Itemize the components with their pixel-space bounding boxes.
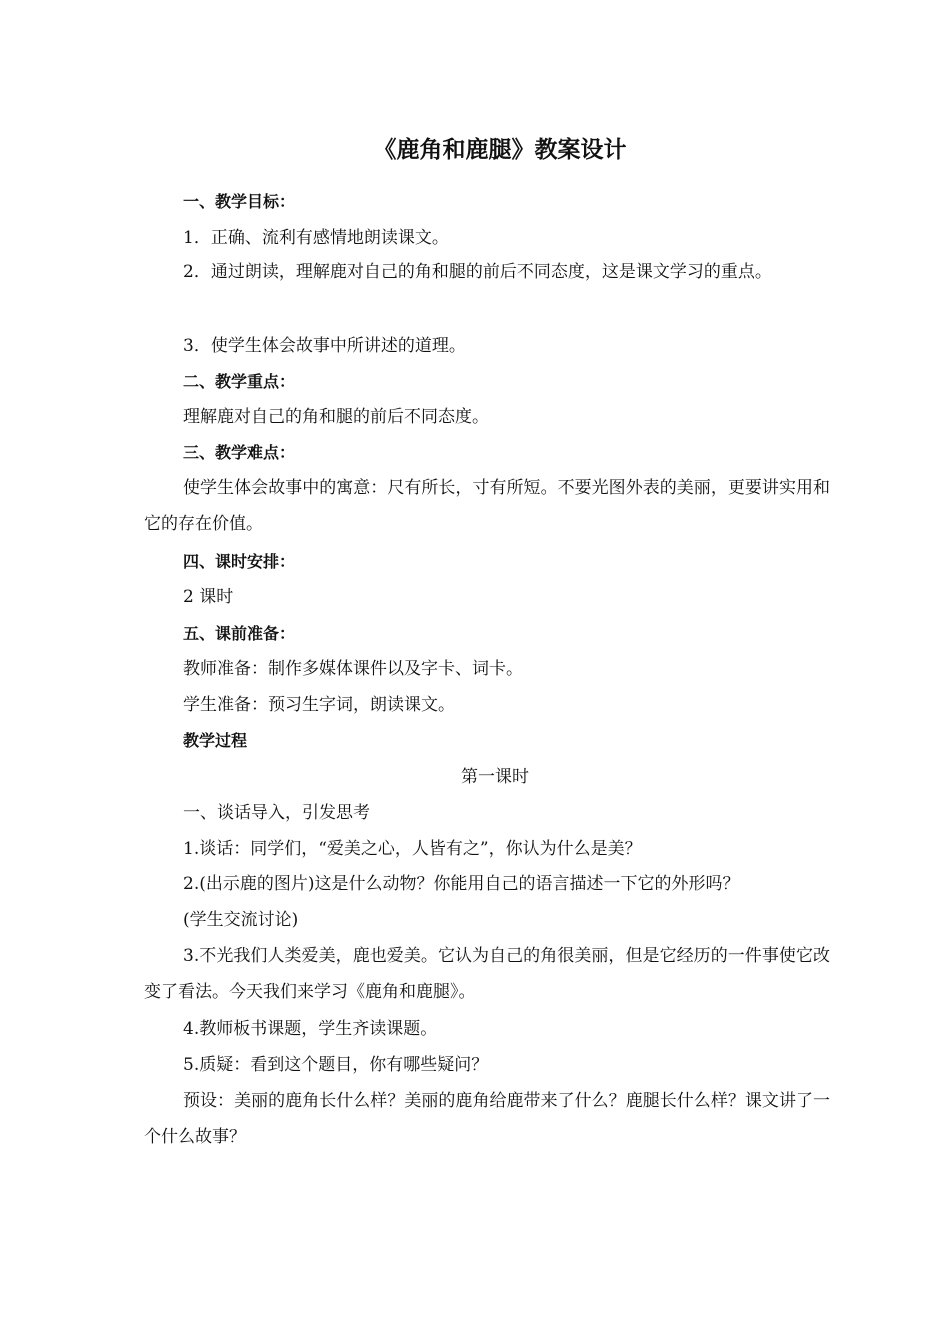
objective-item-1: 1．正确、流利有感情地朗读课文。	[183, 228, 449, 248]
section-heading-objectives: 一、教学目标：	[183, 192, 296, 211]
process-item-5: 5.质疑：看到这个题目，你有哪些疑问？	[183, 1055, 489, 1075]
process-item-2: 2.(出示鹿的图片)这是什么动物？你能用自己的语言描述一下它的外形吗？	[183, 874, 740, 894]
section-heading-process: 教学过程	[183, 731, 248, 750]
process-item-6: 预设：美丽的鹿角长什么样？美丽的鹿角给鹿带来了什么？鹿腿长什么样？课文讲了一个什么故事？	[144, 1091, 830, 1147]
process-item-1: 1.谈话：同学们，“爱美之心，人皆有之”，你认为什么是美？	[183, 839, 642, 859]
document-title: 《鹿角和鹿腿》教案设计	[373, 137, 627, 163]
section-heading-schedule: 四、课时安排：	[183, 552, 296, 571]
process-item-3: 3.不光我们人类爱美，鹿也爱美。它认为自己的角很美丽，但是它经历的一件事使它改变了看法。今天我们来学习《鹿角和鹿腿》。	[144, 946, 830, 1002]
objective-item-2: 2．通过朗读，理解鹿对自己的角和腿的前后不同态度，这是课文学习的重点。	[183, 262, 772, 282]
section-heading-preparation: 五、课前准备：	[183, 624, 296, 643]
section-heading-difficulties: 三、教学难点：	[183, 443, 296, 462]
schedule-text: 2 课时	[183, 587, 234, 607]
section-heading-key-points: 二、教学重点：	[183, 372, 296, 391]
key-points-text: 理解鹿对自己的角和腿的前后不同态度。	[183, 407, 489, 427]
teacher-preparation: 教师准备：制作多媒体课件以及字卡、词卡。	[183, 659, 523, 679]
objective-item-3: 3．使学生体会故事中所讲述的道理。	[183, 336, 466, 356]
process-item-2-note: (学生交流讨论)	[183, 910, 299, 930]
difficulties-text: 使学生体会故事中的寓意：尺有所长，寸有所短。不要光图外表的美丽，更要讲实用和它的存在价值。	[144, 478, 830, 534]
part-heading: 一、谈话导入，引发思考	[183, 803, 370, 823]
student-preparation: 学生准备：预习生字词，朗读课文。	[183, 695, 455, 715]
process-item-4: 4.教师板书课题，学生齐读课题。	[183, 1019, 438, 1039]
lesson-heading: 第一课时	[461, 767, 529, 787]
